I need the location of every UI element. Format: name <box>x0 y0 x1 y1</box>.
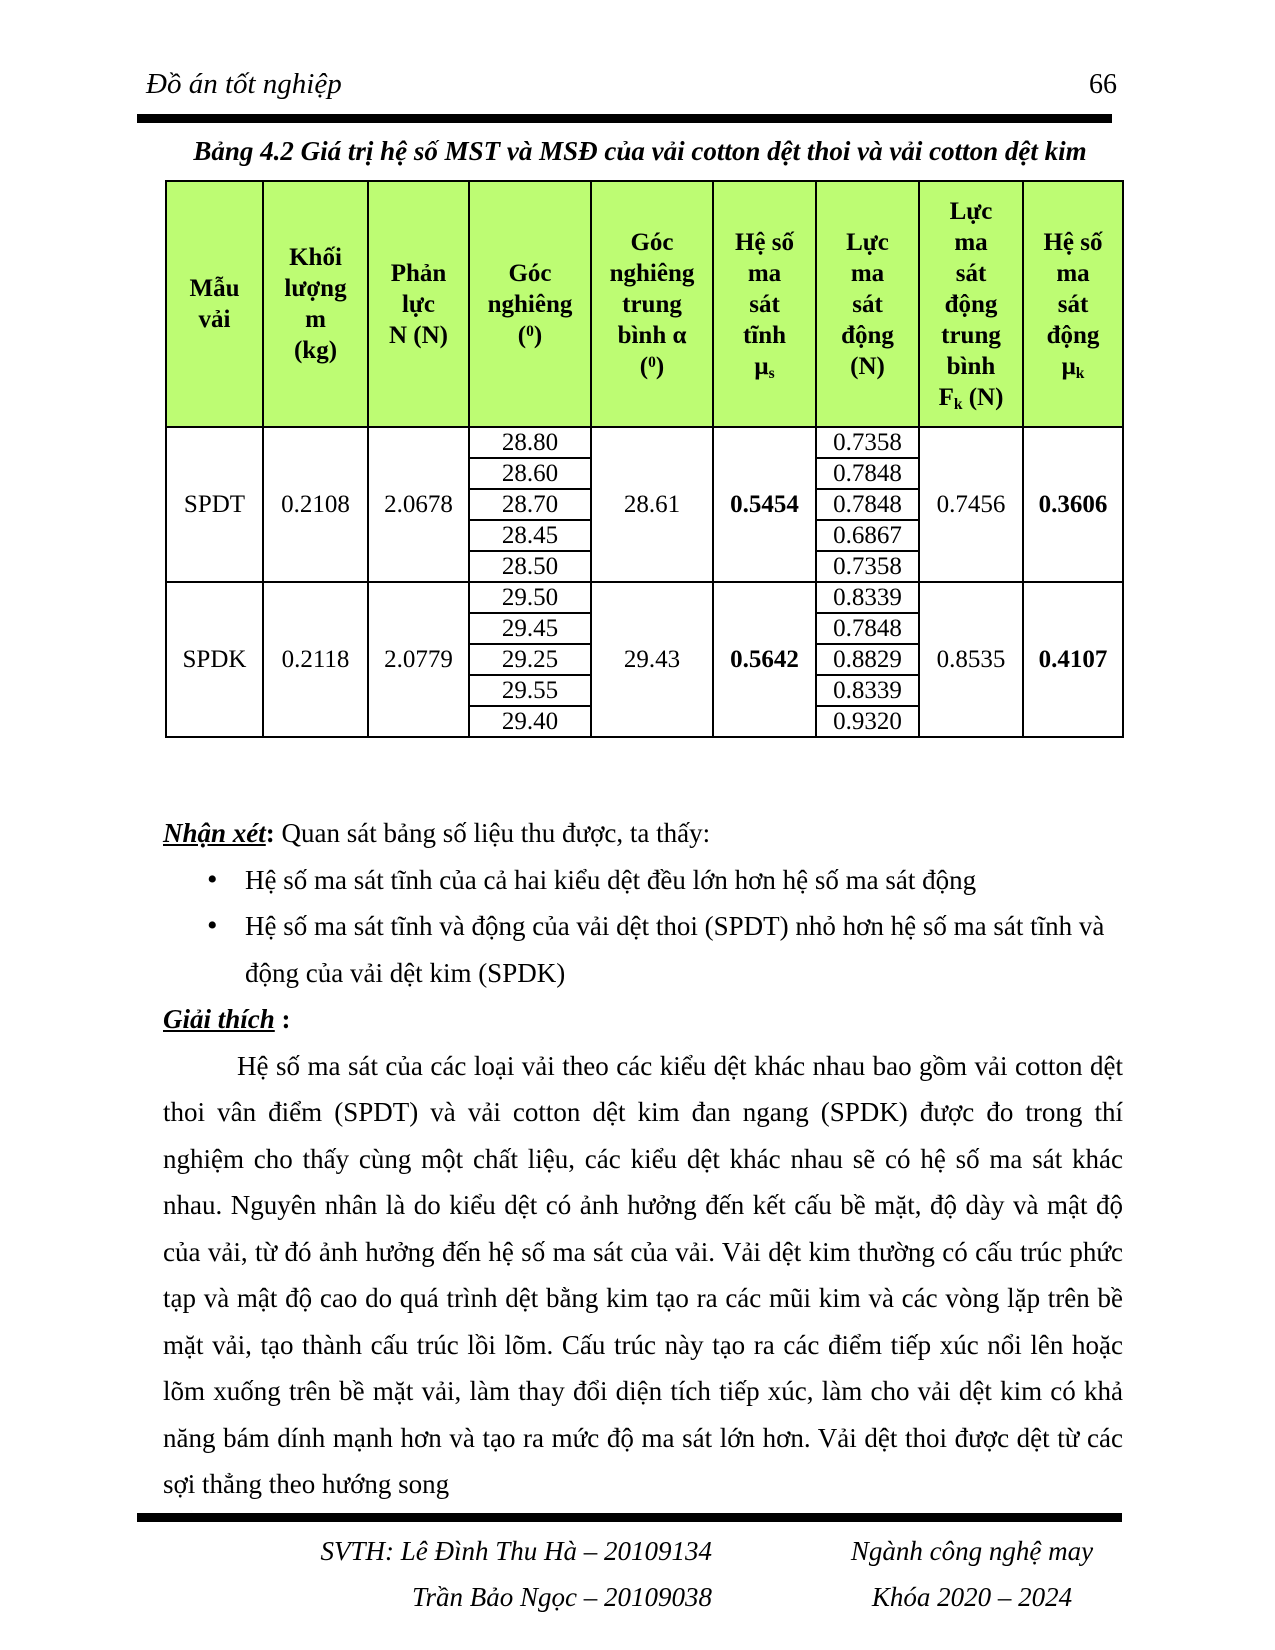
column-header-force: Lực ma sát động (N) <box>816 181 919 427</box>
cell-angle: 29.40 <box>469 706 591 737</box>
column-header-sample: Mẫu vải <box>166 181 263 427</box>
column-header-mass: Khối lượng m (kg) <box>263 181 368 427</box>
cell-avg-force: 0.7456 <box>919 427 1023 582</box>
footer-author-1: SVTH: Lê Đình Thu Hà – 20109134 <box>320 1536 712 1566</box>
cell-angle: 28.60 <box>469 458 591 489</box>
running-head <box>146 68 1117 101</box>
cell-force: 0.7848 <box>816 613 919 644</box>
cell-mu-s: 0.5454 <box>713 427 816 582</box>
cell-angle: 28.45 <box>469 520 591 551</box>
observation-item: • Hệ số ma sát tĩnh và động của vải dệt thoi (SPDT) nhỏ hơn hệ số ma sát tĩnh và động của vải dệt kim (SPDK) <box>163 903 1123 996</box>
cell-force: 0.7848 <box>816 458 919 489</box>
cell-mass: 0.2108 <box>263 427 368 582</box>
cell-angle: 29.50 <box>469 582 591 613</box>
cell-force: 0.7358 <box>816 427 919 458</box>
footer-authors <box>160 1528 712 1620</box>
cell-force: 0.7848 <box>816 489 919 520</box>
cell-angle: 29.55 <box>469 675 591 706</box>
cell-mass: 0.2118 <box>263 582 368 737</box>
page-footer <box>160 1528 1122 1620</box>
observation-item: • Hệ số ma sát tĩnh của cả hai kiểu dệt đều lớn hơn hệ số ma sát động <box>163 857 1123 904</box>
table-caption: Bảng 4.2 Giá trị hệ số MST và MSĐ của vải cotton dệt thoi và vải cotton dệt kim <box>193 136 1087 166</box>
cell-angle: 28.50 <box>469 551 591 582</box>
explanation-paragraph: Hệ số ma sát của các loại vải theo các kiểu dệt khác nhau bao gồm vải cotton dệt thoi vân điểm (SPDT) và vải cotton dệt kim đan ngang (SPDK) được đo trong thí nghiệm cho thấy cùng một chất liệu, các kiểu dệt khác nhau sẽ có hệ số ma sát khác nhau. Nguyên nhân là do kiểu dệt có ảnh hưởng đến kết cấu bề mặt, độ dày và mật độ của vải, từ đó ảnh hưởng đến hệ số ma sát của vải. Vải dệt kim thường có cấu trúc phức tạp và mật độ cao do quá trình dệt bằng kim tạo ra các mũi kim và các vòng lặp trên bề mặt vải, tạo thành cấu trúc lồi lõm. Cấu trúc này tạo ra các điểm tiếp xúc nổi lên hoặc lõm xuống trên bề mặt vải, làm thay đổi diện tích tiếp xúc, làm cho vải dệt kim có khả năng bám dính mạnh hơn và tạo ra mức độ ma sát lớn hơn. Vải dệt thoi được dệt từ các sợi thẳng theo hướng song <box>163 1050 1123 1499</box>
explanation-lead <box>163 996 1123 1043</box>
column-header-normal-force: Phản lực N (N) <box>368 181 469 427</box>
cell-normal-force: 2.0678 <box>368 427 469 582</box>
cell-force: 0.6867 <box>816 520 919 551</box>
table-header-row <box>166 181 1123 427</box>
table-row-spdt <box>166 427 1123 458</box>
table-row-spdk <box>166 582 1123 613</box>
header-rule <box>137 114 1112 123</box>
cell-force: 0.8339 <box>816 675 919 706</box>
observations-heading-colon: : <box>265 818 275 848</box>
explanation-heading-colon: : <box>274 1004 291 1034</box>
page-number: 66 <box>1089 69 1117 100</box>
cell-mu-k: 0.4107 <box>1023 582 1123 737</box>
cell-force: 0.8339 <box>816 582 919 613</box>
cell-avg-angle: 29.43 <box>591 582 713 737</box>
footer-author-2: Trần Bảo Ngọc – 20109038 <box>411 1582 712 1612</box>
column-header-mu-k: Hệ số ma sát động $\mu_k$ <box>1023 181 1123 427</box>
footer-rule <box>137 1513 1122 1522</box>
cell-avg-force: 0.8535 <box>919 582 1023 737</box>
column-header-avg-angle: Góc nghiêng trung bình α ($^0$) <box>591 181 713 427</box>
observations-lead <box>163 810 1123 857</box>
column-header-mu-s: Hệ số ma sát tĩnh $\mu_s$ <box>713 181 816 427</box>
cell-force: 0.9320 <box>816 706 919 737</box>
cell-normal-force: 2.0779 <box>368 582 469 737</box>
cell-avg-angle: 28.61 <box>591 427 713 582</box>
cell-sample: SPDK <box>166 582 263 737</box>
column-header-angle: Góc nghiêng ($^0$) <box>469 181 591 427</box>
body-content <box>163 810 1123 1508</box>
cell-angle: 28.70 <box>469 489 591 520</box>
footer-program <box>822 1528 1122 1620</box>
observations-list <box>163 857 1123 997</box>
cell-force: 0.7358 <box>816 551 919 582</box>
cell-force: 0.8829 <box>816 644 919 675</box>
explanation-heading: Giải thích <box>163 1004 275 1034</box>
column-header-avg-force: Lực ma sát động trung bình $F_k$ (N) <box>919 181 1023 427</box>
observations-heading: Nhận xét <box>163 818 266 848</box>
footer-cohort: Khóa 2020 – 2024 <box>871 1582 1073 1612</box>
cell-angle: 29.25 <box>469 644 591 675</box>
cell-mu-k: 0.3606 <box>1023 427 1123 582</box>
table-header <box>166 181 1123 427</box>
cell-angle: 29.45 <box>469 613 591 644</box>
cell-angle: 28.80 <box>469 427 591 458</box>
footer-major: Ngành công nghệ may <box>850 1536 1094 1566</box>
cell-mu-s: 0.5642 <box>713 582 816 737</box>
running-head-title: Đồ án tốt nghiệp <box>146 68 342 100</box>
observations-intro: Quan sát bảng số liệu thu được, ta thấy: <box>274 818 711 848</box>
friction-coefficient-table <box>165 180 1124 738</box>
table-body <box>166 427 1123 737</box>
cell-sample: SPDT <box>166 427 263 582</box>
